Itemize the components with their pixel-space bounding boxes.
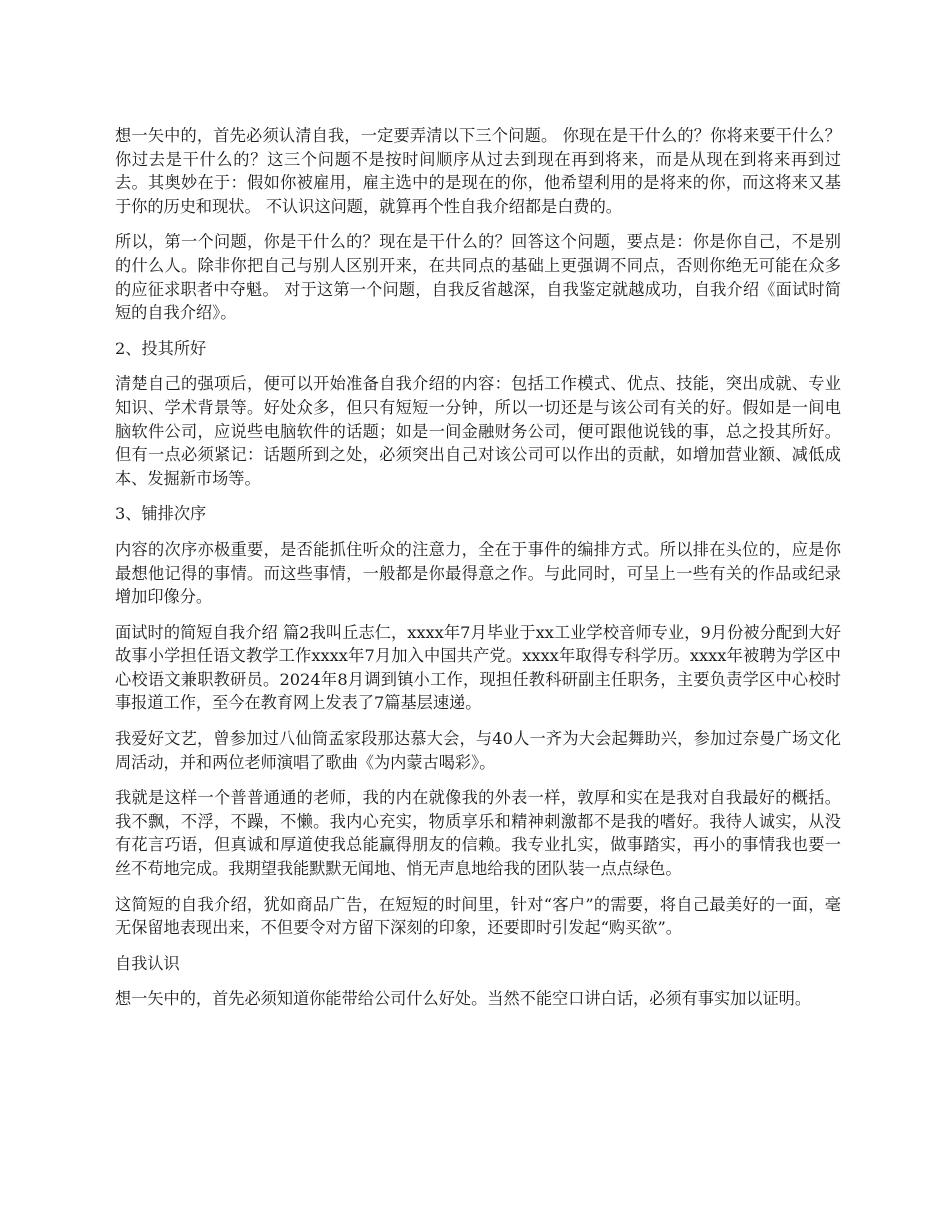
paragraph-self-knowledge-intro: 想一矢中的，首先必须认清自我，一定要弄清以下三个问题。 你现在是干什么的？你将来要干什么？你过去是干什么的？这三个问题不是按时间顺序从过去到现在再到将来，而是从现在到将来再到过去。其奥妙在于：假如你被雇用，雇主选中的是现在的你，他希望利用的是将来的你，而这将来又基于你的历史和现状。 不认识这问题，就算再个性自我介绍都是白费的。	[115, 126, 841, 216]
paragraph-character: 我就是这样一个普普通通的老师，我的内在就像我的外表一样，敦厚和实在是我对自我最好的概括。我不飘，不浮，不躁，不懒。我内心充实，物质享乐和精神刺激都不是我的嗜好。我待人诚实，从没有花言巧语，但真诚和厚道使我总能赢得朋友的信赖。我专业扎实，做事踏实，再小的事情我也要一丝不苟地完成。我期望我能默默无闻地、悄无声息地给我的团队装一点点绿色。	[115, 788, 841, 879]
paragraph-content-prep: 清楚自己的强项后，便可以开始准备自我介绍的内容：包括工作模式、优点、技能，突出成就、专业知识、学术背景等。好处众多，但只有短短一分钟，所以一切还是与该公司有关的好。假如是一间电脑软件公司，应说些电脑软件的话题；如是一间金融财务公司，便可跟他说钱的事，总之投其所好。但有一点必须紧记：话题所到之处，必须突出自己对该公司可以作出的贡献，如增加营业额、减低成本、发掘新市场等。	[115, 374, 841, 488]
paragraph-sample-2-intro: 面试时的简短自我介绍 篇2我叫丘志仁，xxxx年7月毕业于xx工业学校音师专业，9月份被分配到大好故事小学担任语文教学工作xxxx年7月加入中国共产党。xxxx年取得专科学历。xxxx年被聘为学区中心校语文兼职教研员。2024年8月调到镇小工作，现担任教科研副主任职务，主要负责学区中心校时事报道工作，至今在教育网上发表了7篇基层速递。	[115, 622, 841, 713]
section-heading-2: 2、投其所好	[115, 338, 207, 358]
section-heading-3: 3、铺排次序	[115, 504, 207, 524]
paragraph-hobbies: 我爱好文艺，曾参加过八仙筒孟家段那达慕大会，与40人一齐为大会起舞助兴，参加过奈曼广场文化周活动，并和两位老师演唱了歌曲《为内蒙古喝彩》。	[115, 729, 841, 772]
paragraph-advertising: 这简短的自我介绍，犹如商品广告，在短短的时间里，针对“客户”的需要，将自己最美好的一面，毫无保留地表现出来，不但要令对方留下深刻的印象，还要即时引发起“购买欲”。	[115, 894, 841, 938]
paragraph-order: 内容的次序亦极重要，是否能抓住听众的注意力，全在于事件的编排方式。所以排在头位的，应是你最想他记得的事情。而这些事情，一般都是你最得意之作。与此同时，可呈上一些有关的作品或纪录增加印像分。	[115, 539, 841, 607]
document-page	[115, 124, 841, 1023]
paragraph-benefits: 想一矢中的，首先必须知道你能带给公司什么好处。当然不能空口讲白话，必须有事实加以证明。	[115, 989, 812, 1009]
paragraph-first-question: 所以，第一个问题，你是干什么的？现在是干什么的？回答这个问题，要点是：你是你自己，不是别的什么人。除非你把自己与别人区别开来，在共同点的基础上更强调不同点，否则你绝无可能在众多的应征求职者中夺魁。 对于这第一个问题，自我反省越深，自我鉴定就越成功，自我介绍《面试时简短的自我介绍》。	[115, 232, 841, 323]
section-heading-self-awareness: 自我认识	[115, 953, 180, 973]
